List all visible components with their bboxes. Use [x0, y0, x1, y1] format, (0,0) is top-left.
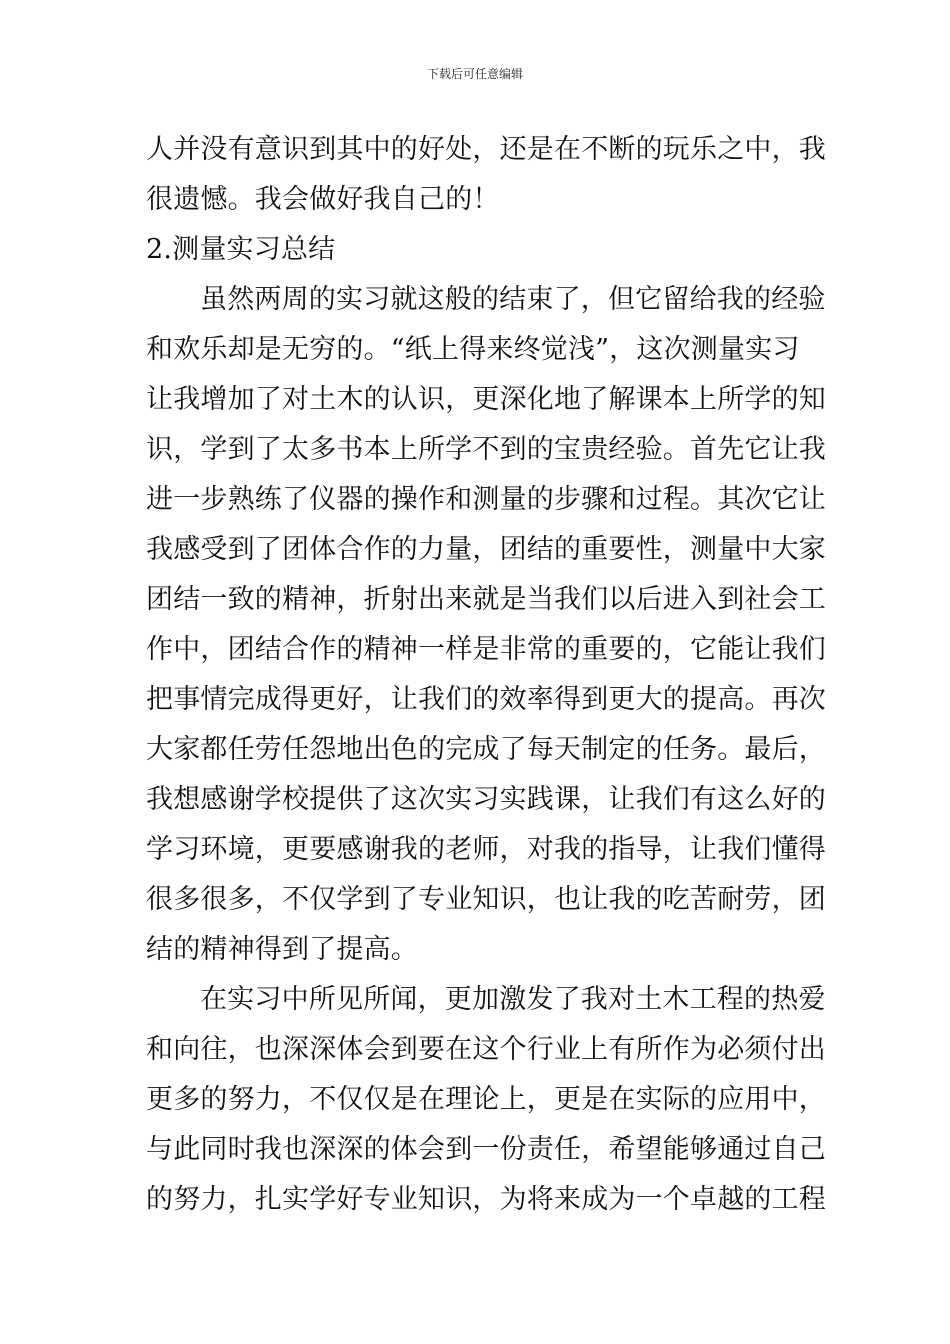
paragraph-line-12: 把事情完成得更好，让我们的效率得到更大的提高。再次: [146, 684, 826, 715]
paragraph-line-6: 让我增加了对土木的认识，更深化地了解课本上所学的知: [146, 384, 826, 415]
paragraph-line-14: 我想感谢学校提供了这次实习实践课，让我们有这么好的: [146, 784, 826, 815]
paragraph-line-17: 结的精神得到了提高。: [146, 934, 418, 965]
paragraph-line-18: 在实习中所见所闻，更加激发了我对土木工程的热爱: [200, 984, 826, 1015]
paragraph-line-2: 很遗憾。我会做好我自己的！: [146, 184, 500, 215]
paragraph-line-4: 虽然两周的实习就这般的结束了，但它留给我的经验: [200, 284, 826, 315]
paragraph-line-9: 我感受到了团体合作的力量，团结的重要性，测量中大家: [146, 534, 826, 565]
paragraph-line-19: 和向往，也深深体会到要在这个行业上有所作为必须付出: [146, 1034, 826, 1065]
paragraph-line-1: 人并没有意识到其中的好处，还是在不断的玩乐之中，我: [146, 134, 826, 165]
paragraph-line-16: 很多很多，不仅学到了专业知识，也让我的吃苦耐劳，团: [146, 884, 826, 915]
paragraph-line-11: 作中，团结合作的精神一样是非常的重要的，它能让我们: [146, 634, 826, 665]
paragraph-line-20: 更多的努力，不仅仅是在理论上，更是在实际的应用中，: [146, 1084, 826, 1115]
paragraph-line-8: 进一步熟练了仪器的操作和测量的步骤和过程。其次它让: [146, 484, 826, 515]
paragraph-line-15: 学习环境，更要感谢我的老师，对我的指导，让我们懂得: [146, 834, 826, 865]
paragraph-line-13: 大家都任劳任怨地出色的完成了每天制定的任务。最后，: [146, 734, 826, 765]
section-heading: 2.测量实习总结: [146, 234, 336, 265]
paragraph-line-5: 和欢乐却是无穷的。“纸上得来终觉浅”，这次测量实习: [146, 334, 800, 365]
paragraph-line-22: 的努力，扎实学好专业知识，为将来成为一个卓越的工程: [146, 1184, 826, 1215]
paragraph-line-7: 识，学到了太多书本上所学不到的宝贵经验。首先它让我: [146, 434, 826, 465]
paragraph-line-21: 与此同时我也深深的体会到一份责任，希望能够通过自己: [146, 1134, 826, 1165]
paragraph-line-10: 团结一致的精神，折射出来就是当我们以后进入到社会工: [146, 584, 826, 615]
page-header: 下载后可任意编辑: [426, 67, 523, 81]
